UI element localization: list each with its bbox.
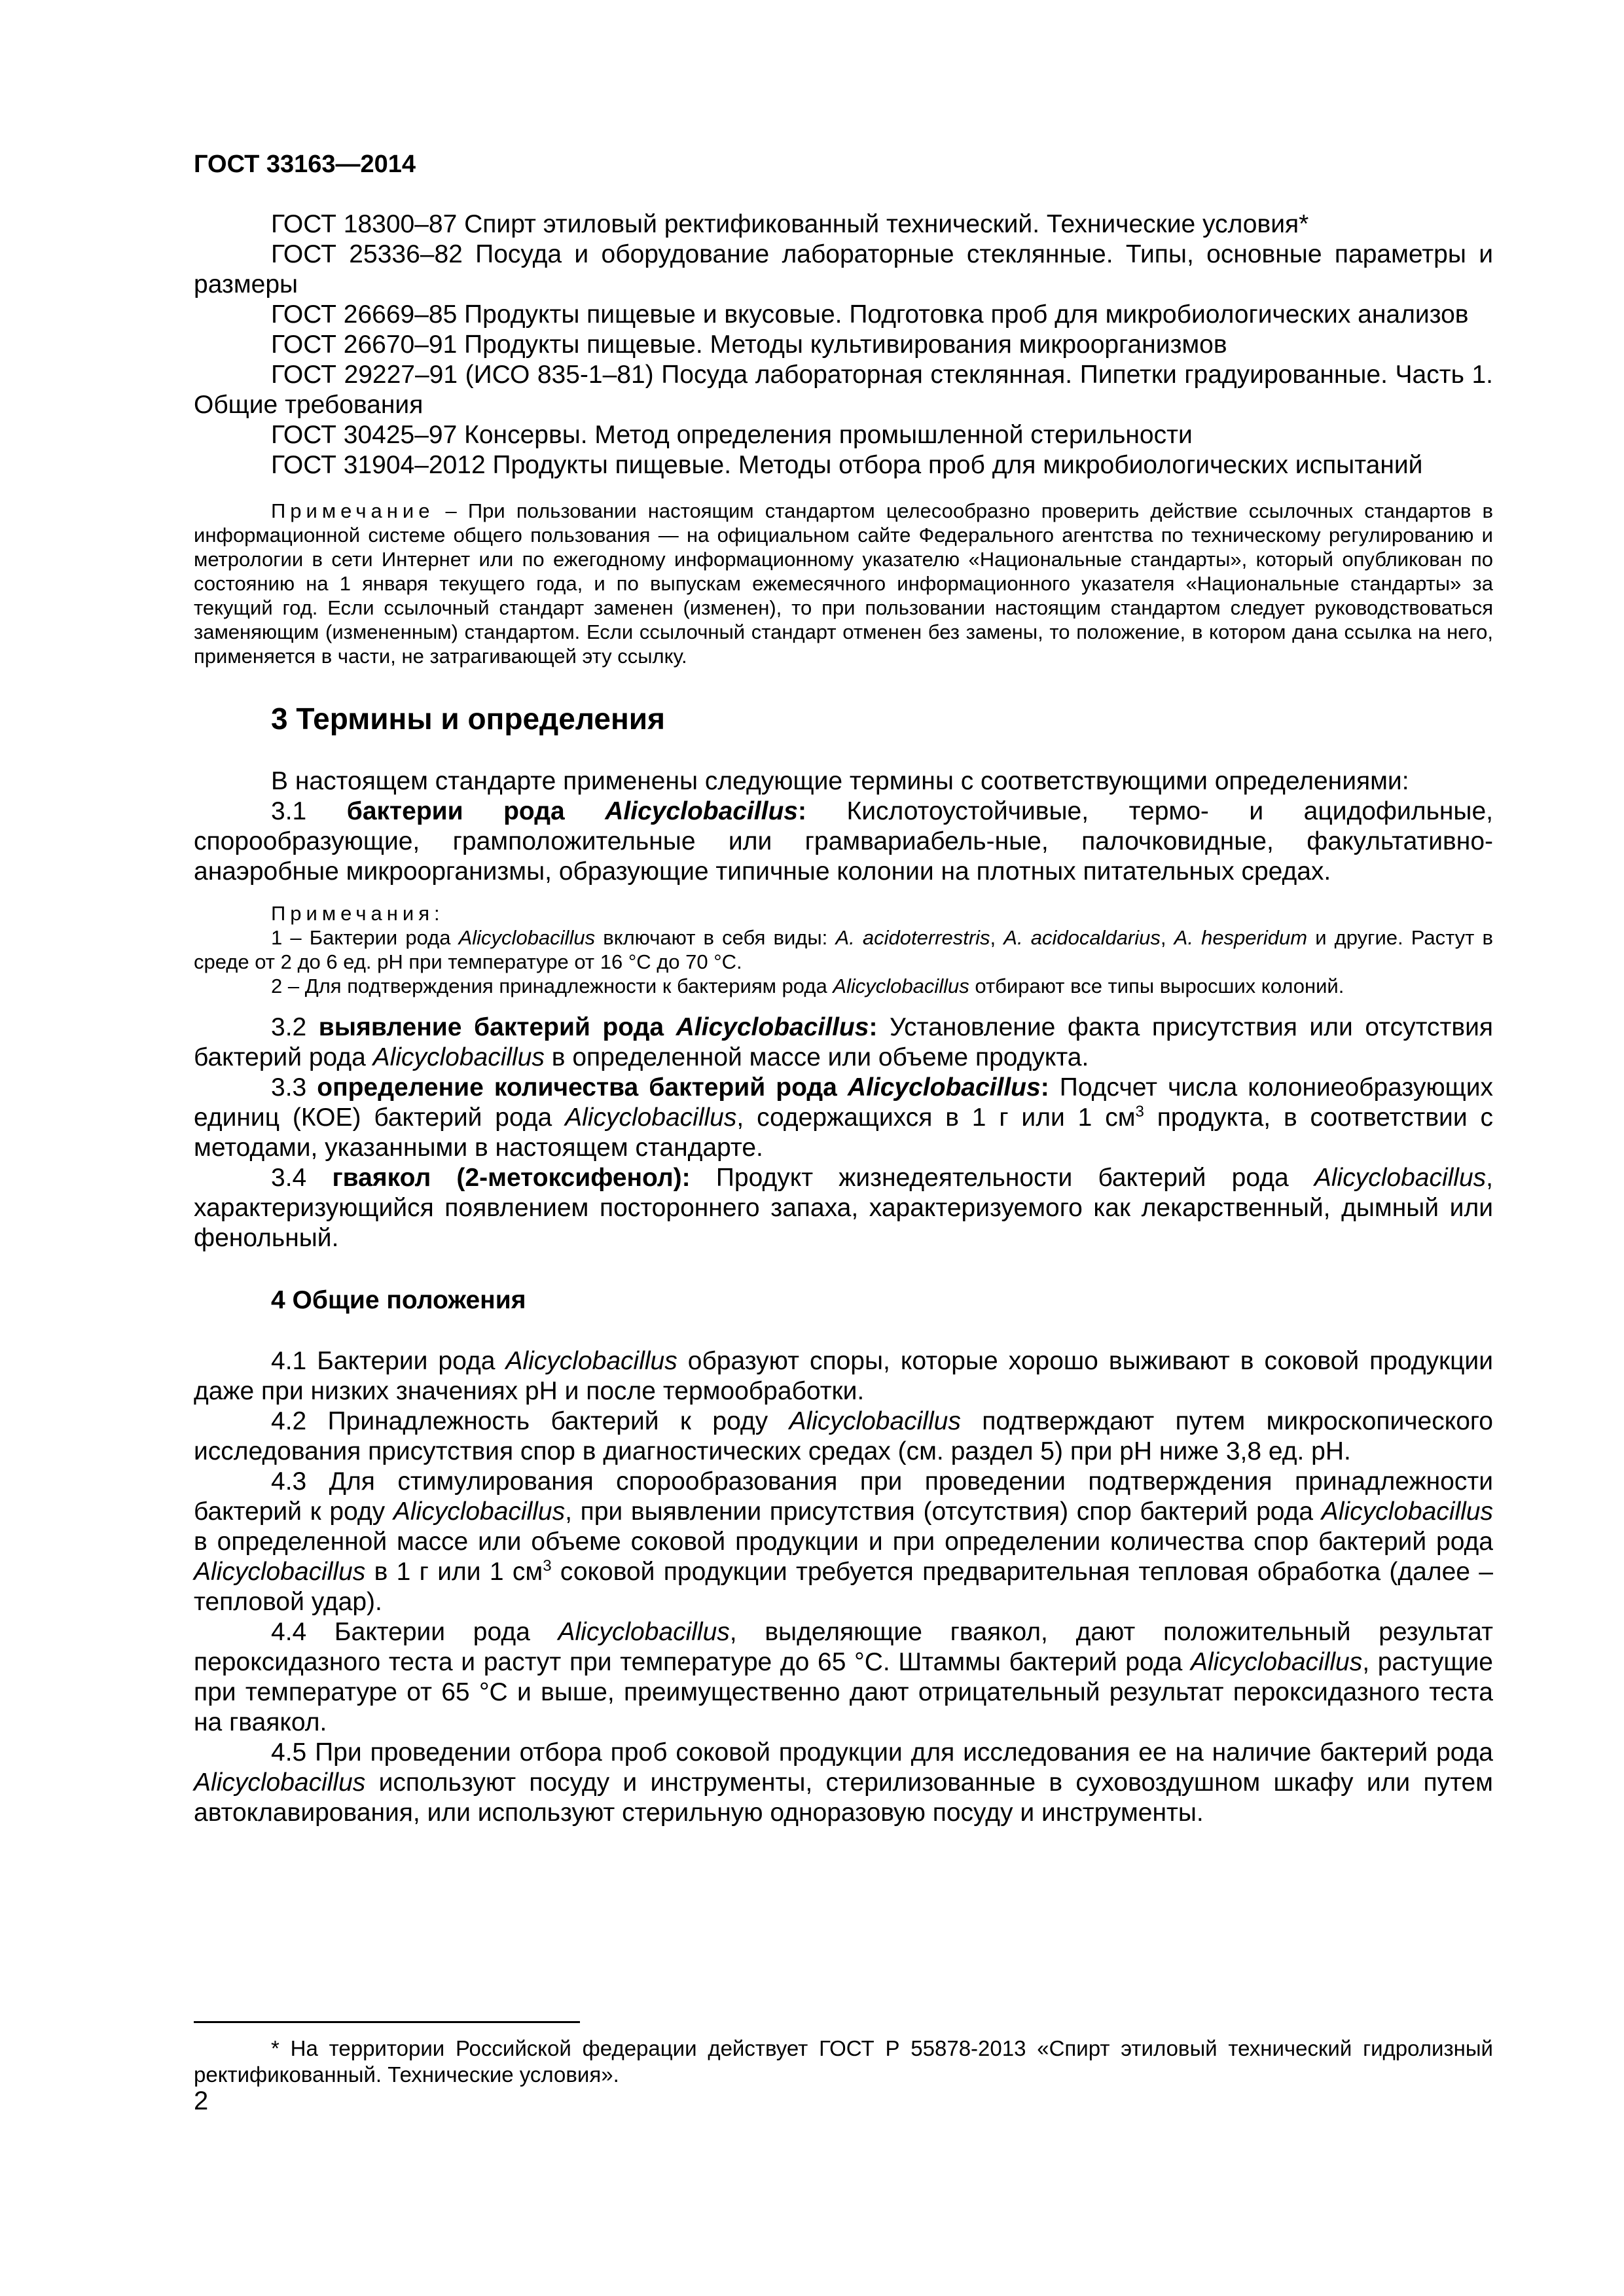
term-3-1-notes-label (194, 901, 1493, 925)
term-definition: , содержащихся в 1 г или 1 см (736, 1103, 1136, 1132)
term-number: 3.4 (271, 1164, 307, 1192)
reference-item: ГОСТ 30425–97 Консервы. Метод определения промышленной стерильности (271, 421, 1193, 449)
footnote: * На территории Российской федерации действует ГОСТ Р 55878-2013 «Спирт этиловый технический гидролизный ректификованный. Технические условия». (194, 2036, 1493, 2087)
clause-text: в 1 г или 1 см (374, 1558, 543, 1586)
genus-name: Alicyclobacillus (194, 1558, 366, 1586)
clause-4-5 (194, 1738, 1493, 1828)
genus-name: Alicyclobacillus (558, 1618, 730, 1646)
term-colon: : (798, 797, 806, 825)
normative-references-list (194, 209, 1493, 480)
reference-item: ГОСТ 26669–85 Продукты пищевые и вкусовые. Подготовка проб для микробиологических анализов (271, 300, 1469, 329)
term-colon: : (869, 1013, 878, 1041)
note-text: отбирают все типы выросших колоний. (975, 975, 1344, 997)
genus-name: Alicyclobacillus (1190, 1648, 1363, 1676)
document-header-title: ГОСТ 33163—2014 (194, 151, 416, 178)
clause-text: в определенной массе или объеме соковой продукции и при определении количества спор бактерий рода (194, 1528, 1493, 1556)
term-number: 3.2 (271, 1013, 307, 1041)
separator: , (1160, 926, 1166, 949)
note-text: и другие. Растут в среде от 2 до 6 ед. pH при температуре от 16 °С до 70 °С. (194, 926, 1493, 973)
reference-item: ГОСТ 31904–2012 Продукты пищевые. Методы отбора проб для микробиологических испытаний (271, 451, 1423, 479)
term-colon: : (1040, 1073, 1049, 1102)
term-3-1-note-1 (194, 925, 1493, 974)
clause-text: , растущие при температуре от 65 °С и выше, преимущественно дают отрицательный результат пероксидазного теста на гваякол. (194, 1648, 1493, 1736)
note-text: 2 – Для подтверждения принадлежности к бактериям рода (271, 975, 827, 997)
clause-text: , выделяющие гваякол, дают положительный результат пероксидазного теста и растут при температуре до 65 °С. Штаммы бактерий рода (194, 1618, 1493, 1676)
section-3-heading: 3 Термины и определения (271, 702, 665, 736)
note-text: – При пользовании настоящим стандартом целесообразно проверить действие ссылочных стандартов в информационной системе общего пользования — на официальном сайте Федерального агентства по техническому регулированию и метрологии в сети Интернет или по ежегодному информационному указателю «Национальные стандарты», который опубликован по состоянию на 1 января текущего года, и по выпускам ежемесячного информационного указателя «Национальные стандарты» за текущий год. Если ссылочный стандарт заменен (изменен), то при пользовании настоящим стандартом следует руководствоваться заменяющим (измененным) стандартом. Если ссылочный стандарт отменен без замены, то положение, в котором дана ссылка на него, применяется в части, не затрагивающей эту ссылку. (194, 499, 1493, 668)
term-genus: Alicyclobacillus (676, 1013, 869, 1041)
clause-text: 4.3 Для стимулирования спорообразования при проведении подтверждения принадлежности бактерий к роду (194, 1467, 1493, 1526)
clause-text: 4.5 При проведении отбора проб соковой продукции для исследования ее на наличие бактерий рода (271, 1738, 1493, 1767)
clause-text: подтверждают путем микроскопического исследования присутствия спор в диагностических средах (см. раздел 5) при pH ниже 3,8 ед. pH. (194, 1407, 1493, 1465)
clause-4-2 (194, 1407, 1493, 1467)
clause-4-4 (194, 1617, 1493, 1738)
genus-name: Alicyclobacillus (789, 1407, 961, 1435)
page-number: 2 (194, 2087, 209, 2115)
species-name: A. acidocaldarius (1003, 926, 1161, 949)
term-definition: Установление факта присутствия или отсутствия бактерий рода (194, 1013, 1493, 1071)
notes-label: Примечания: (271, 902, 444, 925)
superscript: 3 (1135, 1103, 1144, 1121)
species-name: A. acidoterrestris (835, 926, 990, 949)
term-name: бактерии рода (346, 797, 565, 825)
reference-item: ГОСТ 18300–87 Спирт этиловый ректификованный технический. Технические условия* (271, 210, 1309, 238)
term-3-1 (194, 797, 1493, 887)
term-definition: , характеризующийся появлением постороннего запаха, характеризуемого как лекарственный, дымный или фенольный. (194, 1164, 1493, 1252)
reference-item: ГОСТ 26670–91 Продукты пищевые. Методы культивирования микроорганизмов (271, 331, 1227, 359)
superscript: 3 (543, 1557, 552, 1575)
term-3-3 (194, 1073, 1493, 1163)
term-genus: Alicyclobacillus (847, 1073, 1041, 1102)
term-number: 3.3 (271, 1073, 307, 1102)
clause-text: , при выявлении присутствия (отсутствия) спор бактерий рода (565, 1498, 1314, 1526)
genus-name: Alicyclobacillus (194, 1768, 366, 1797)
reference-item: ГОСТ 25336–82 Посуда и оборудование лабораторные стеклянные. Типы, основные параметры и размеры (194, 240, 1493, 298)
term-3-1-note-2 (194, 974, 1493, 998)
clause-4-1 (194, 1346, 1493, 1407)
term-number: 3.1 (271, 797, 307, 825)
note-text: 1 – Бактерии рода (271, 926, 451, 949)
term-name: гваякол (2-метоксифенол): (332, 1164, 691, 1192)
reference-item: ГОСТ 29227–91 (ИСО 835-1–81) Посуда лабораторная стеклянная. Пипетки градуированные. Часть 1. Общие требования (194, 361, 1493, 419)
term-definition: Кислотоустойчивые, термо- и ацидофильные, спорообразующие, грамположительные или грамвариабель-ные, палочковидные, факультативно-анаэробные микроорганизмы, образующие типичные колонии на плотных питательных средах. (194, 797, 1493, 886)
term-definition: в определенной массе или объеме продукта. (551, 1043, 1089, 1071)
clause-text: 4.2 Принадлежность бактерий к роду (271, 1407, 768, 1435)
separator: , (990, 926, 996, 949)
term-genus: Alicyclobacillus (605, 797, 798, 825)
genus-name: Alicyclobacillus (1314, 1164, 1487, 1192)
term-3-2 (194, 1013, 1493, 1073)
references-note (194, 499, 1493, 668)
genus-name: Alicyclobacillus (565, 1103, 737, 1132)
clause-text: используют посуду и инструменты, стерилизованные в суховоздушном шкафу или путем автоклавирования, или используют стерильную одноразовую посуду и инструменты. (194, 1768, 1493, 1827)
species-name: A. hesperidum (1174, 926, 1308, 949)
clause-text: соковой продукции требуется предварительная тепловая обработка (далее – тепловой удар). (194, 1558, 1493, 1616)
page-content (194, 209, 1493, 1828)
genus-name: Alicyclobacillus (372, 1043, 545, 1071)
clause-text: образуют споры, которые хорошо выживают в соковой продукции даже при низких значениях pH и после термообработки. (194, 1347, 1493, 1405)
note-label: Примечание (271, 499, 435, 522)
term-definition: продукта, в соответствии с методами, указанными в настоящем стандарте. (194, 1103, 1494, 1162)
term-name: выявление бактерий рода (318, 1013, 664, 1041)
genus-name: Alicyclobacillus (1321, 1498, 1493, 1526)
section-3-intro: В настоящем стандарте применены следующие термины с соответствующими определениями: (271, 767, 1409, 795)
term-3-4 (194, 1163, 1493, 1253)
genus-name: Alicyclobacillus (393, 1498, 566, 1526)
clause-text: 4.4 Бактерии рода (271, 1618, 530, 1646)
clause-4-3 (194, 1467, 1493, 1617)
section-4-heading: 4 Общие положения (271, 1286, 526, 1314)
footnote-separator (194, 2021, 580, 2023)
note-text: включают в себя виды: (603, 926, 828, 949)
genus-name: Alicyclobacillus (833, 975, 969, 997)
genus-name: Alicyclobacillus (458, 926, 596, 949)
genus-name: Alicyclobacillus (505, 1347, 677, 1375)
clause-text: 4.1 Бактерии рода (271, 1347, 496, 1375)
term-definition: Подсчет числа колониеобразующих единиц (КОЕ) бактерий рода (194, 1073, 1493, 1132)
term-name: определение количества бактерий рода (317, 1073, 837, 1102)
term-definition: Продукт жизнедеятельности бактерий рода (715, 1164, 1289, 1192)
